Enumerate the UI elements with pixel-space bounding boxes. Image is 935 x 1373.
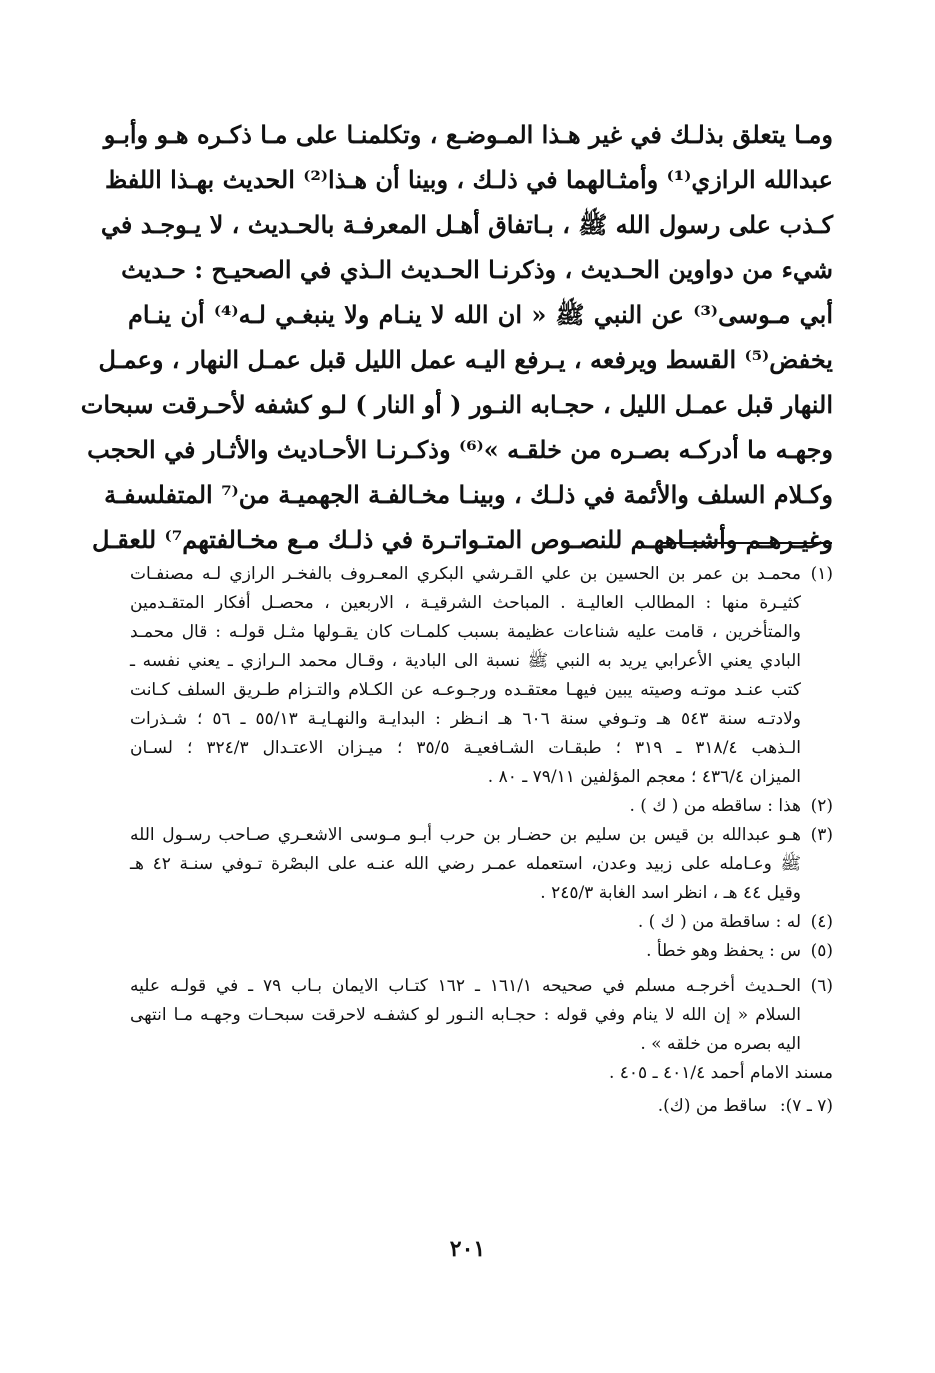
footnote-number: (٧ ـ ٧):: [779, 1096, 833, 1116]
footnote-line: والمتأخرين ، قامت عليه شناعات عظيمة بسبب كلمـات كان يقـولها مثـل قولـه : قال محمـد: [130, 622, 801, 642]
footnote-5: [130, 937, 833, 966]
main-text-line: وجهـه ما أدركـه بصـره من خلقـه »⁽⁶⁾ وذكـرنـا الأحـاديث والأثـار في الحجب: [87, 435, 833, 464]
main-text-line: عبدالله الرازي⁽¹⁾ وأمثـالهما في ذلـك ، وبينا أن هـذا⁽²⁾ الحديث بهـذا اللفظ: [104, 165, 833, 194]
main-text-line: وكـلام السلف والأئمة في ذلـك ، وبينـا مخـالفـة الجهميـة من⁽⁷ المتفلسفـة: [104, 480, 833, 509]
footnote-line: ﷺ وعـامله على زبيد وعدن، استعمله عمـر رضي الله عنـه على البصْرة تـوفي سنـة ٤٢ هـ: [130, 854, 801, 874]
footnote-line: الـذهب ٣١٨/٤ ـ ٣١٩ ؛ طبقـات الشـافعيـة ٣٥/٥ ؛ ميـزان الاعتـدال ٣٢٤/٣ ؛ لسـان: [130, 738, 801, 758]
footnote-number: (٣): [810, 825, 833, 845]
footnote-4: [130, 908, 833, 937]
main-text-line: كـذب على رسول الله ﷺ ، بـاتفاق أهـل المعرفـة بالحـديث ، لا يـوجـد في: [100, 210, 833, 239]
footnote-line: اليه بصره من خلقه » .: [640, 1034, 801, 1054]
footnote-line: محمـد بن عمر بن الحسين بن علي القـرشي البكري المعـروف بالفخـر الرازي لـه مصنفـات: [130, 564, 801, 584]
footnote-separator: [662, 542, 832, 544]
footnote-1: [130, 560, 833, 792]
footnote-3: [130, 821, 833, 908]
footnote-line: السلام « إن الله لا ينام وفي قوله : حجـابه النـور لو كشفـه لاحرقت سبحـات وجهـه مـا انتهى: [130, 1005, 801, 1025]
footnote-line: كتب عنـد موتـه وصيته يبين فيهـا معتقـده ورجـوعـه عن الكـلام والتـزام طـريق السلف كـانت: [130, 680, 801, 700]
footnote-6: [130, 972, 833, 1088]
footnote-line: وقيل ٤٤ هـ ، انظر اسد الغابة ٢٤٥/٣ .: [540, 883, 801, 903]
page-number: ٢٠١: [449, 1236, 486, 1262]
footnote-2: [130, 792, 833, 821]
footnotes: [130, 560, 833, 1121]
footnote-line: س : يحفظ وهو خطأ .: [646, 941, 801, 961]
footnote-line: الميزان ٤٣٦/٤ ؛ معجم المؤلفين ٧٩/١١ ـ ٨٠ .: [487, 767, 801, 787]
footnote-line: ولادتـه سنة ٥٤٣ هـ وتـوفي سنة ٦٠٦ هـ انـظر : البدايـة والنهـايـة ٥٥/١٣ ـ ٥٦ ؛ شـذرات: [130, 709, 801, 729]
footnote-line: هذا : ساقطه من ( ك ) .: [629, 796, 801, 816]
footnote-number: (٢): [810, 796, 833, 816]
footnote-line: كثيـرة منها : المطالب العاليـة . المباحث الشرقيـة ، الاربعين ، محصـل أفكار المتقـدمين: [130, 593, 801, 613]
footnote-line: هـو عبدالله بن قيس بن سليم بن حضـار بن حرب أبـو مـوسى الاشعـري صـاحب رسـول الله: [130, 825, 801, 845]
footnote-line: مسند الامام أحمد ٤٠١/٤ ـ ٤٠٥ .: [608, 1063, 833, 1083]
main-text-line: أبي مـوسى⁽³⁾ عن النبي ﷺ « ان الله لا ينـام ولا ينبغـي لـه⁽⁴⁾ أن ينـام: [128, 300, 834, 329]
footnote-number: (٥): [810, 941, 833, 961]
footnote-number: (٦): [810, 976, 833, 996]
footnote-line: البادي يعني الأعرابي يريد به النبي ﷺ نسبة الى البادية ، وقـال محمد الـرازي ـ يعني نفسه ـ: [130, 651, 801, 671]
main-text-line: ومـا يتعلق بذلـك في غير هـذا المـوضـع ، وتكلمنـا على مـا ذكـره هـو وأبـو: [103, 120, 833, 149]
main-text-line: النهار قبل عمـل الليل ، حجـابه النـور ( أو النار ) لـو كشفه لأحـرقت سبحات: [80, 390, 833, 419]
footnote-number: (١): [810, 564, 833, 584]
footnote-number: (٤): [810, 912, 833, 932]
main-text: [80, 112, 834, 562]
main-text-line: يخفض⁽⁵⁾ القسط ويرفعه ، يـرفع اليـه عمل الليل قبل عمـل النهار ، وعمـل: [98, 345, 833, 374]
footnote-7: [130, 1092, 833, 1121]
footnote-line: له : ساقطة من ( ك ) .: [637, 912, 801, 932]
footnote-line: الحـديث أخرجـه مسلم في صحيحه ١٦١/١ ـ ١٦٢ كتـاب الايمان بـاب ٧٩ ـ في قولـه عليه: [130, 976, 802, 996]
main-text-line: وغيـرهـم وأشبـاههـم للنصـوص المتـواتـرة في ذلـك مـع مخـالفتهم⁷⁾ للعقـل: [92, 525, 833, 554]
footnote-line: ساقط من (ك).: [657, 1096, 767, 1116]
main-text-line: شيء من دواوين الحـديث ، وذكرنـا الحـديث الـذي في الصحيـح : حـديث: [121, 255, 833, 284]
